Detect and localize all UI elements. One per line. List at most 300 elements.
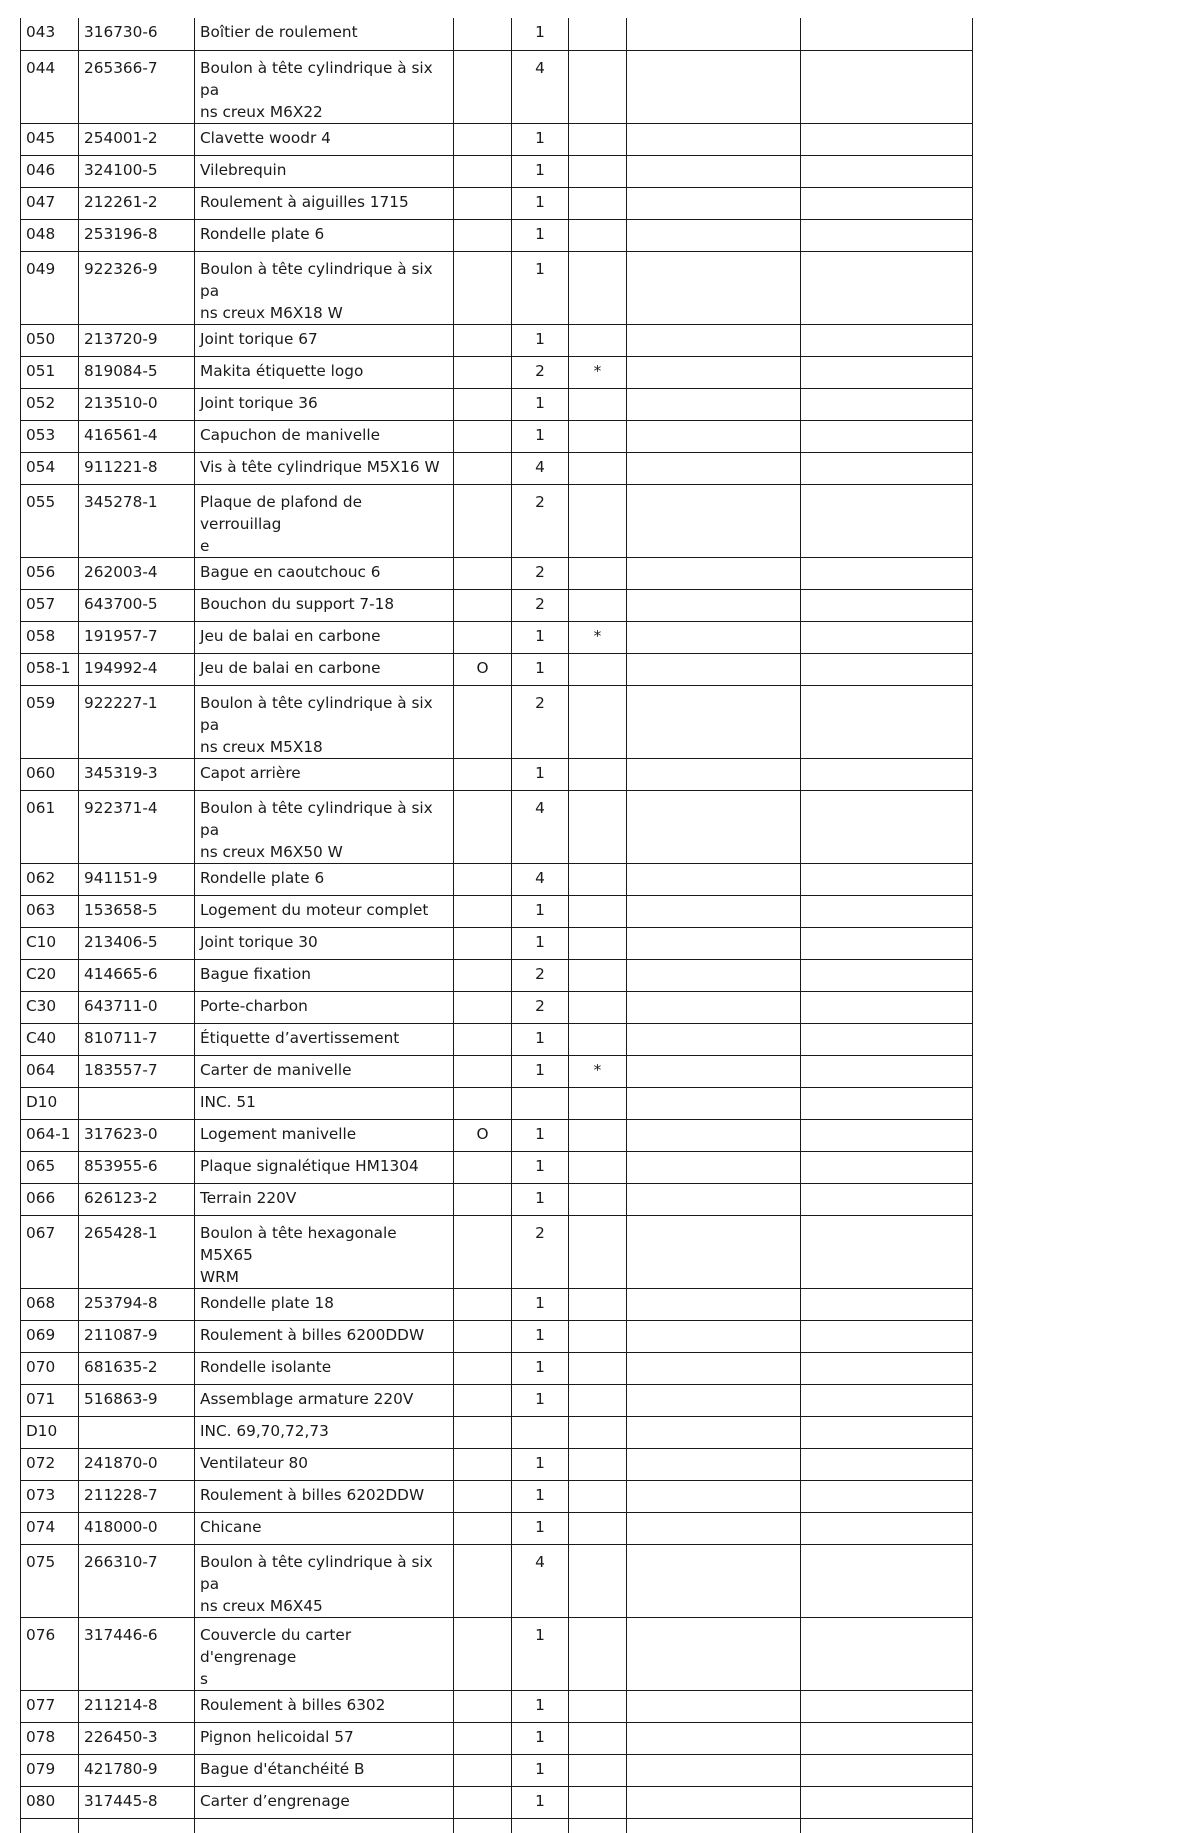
item-number-cell: 050: [21, 324, 79, 356]
note-mark-cell: [569, 452, 627, 484]
blank-cell: [801, 219, 973, 251]
item-number-cell: 047: [21, 187, 79, 219]
part-number-cell: 266310-7: [79, 1544, 195, 1617]
note-mark-cell: [569, 187, 627, 219]
blank-cell: [801, 1416, 973, 1448]
note-mark-cell: [569, 388, 627, 420]
part-number-cell: 213720-9: [79, 324, 195, 356]
description-cell: Bouchon du support 7-18: [195, 589, 454, 621]
item-number-cell: C40: [21, 1023, 79, 1055]
blank-cell: [801, 1480, 973, 1512]
blank-cell: [454, 1818, 512, 1833]
blank-cell: [627, 1690, 801, 1722]
part-number-cell: 253196-8: [79, 219, 195, 251]
blank-cell: [801, 251, 973, 324]
description-cell: Boulon à tête cylindrique à six pa ns creux M6X50 W: [195, 790, 454, 863]
description-cell: Boulon à tête cylindrique à six pa ns creux M5X18: [195, 685, 454, 758]
blank-cell: [801, 927, 973, 959]
option-cell: [454, 1512, 512, 1544]
option-cell: [454, 991, 512, 1023]
option-cell: [454, 1690, 512, 1722]
table-row: [21, 1183, 973, 1215]
item-number-cell: 052: [21, 388, 79, 420]
description-cell: Étiquette d’avertissement: [195, 1023, 454, 1055]
blank-cell: [801, 1151, 973, 1183]
note-mark-cell: [569, 589, 627, 621]
item-number-cell: 078: [21, 1722, 79, 1754]
quantity-cell: 2: [512, 484, 569, 557]
note-mark-cell: [569, 1448, 627, 1480]
table-row: [21, 895, 973, 927]
part-number-cell: [79, 1416, 195, 1448]
quantity-cell: 4: [512, 1544, 569, 1617]
option-cell: [454, 1786, 512, 1818]
quantity-cell: 2: [512, 1215, 569, 1288]
blank-cell: [801, 1119, 973, 1151]
option-cell: [454, 895, 512, 927]
quantity-cell: 2: [512, 356, 569, 388]
quantity-cell: 4: [512, 50, 569, 123]
quantity-cell: 2: [512, 991, 569, 1023]
quantity-cell: 1: [512, 1288, 569, 1320]
table-row: [21, 1023, 973, 1055]
part-number-cell: 226450-3: [79, 1722, 195, 1754]
table-row: [21, 1512, 973, 1544]
note-mark-cell: [569, 959, 627, 991]
table-row: [21, 959, 973, 991]
table-row: [21, 18, 973, 50]
option-cell: [454, 1087, 512, 1119]
option-cell: [454, 621, 512, 653]
option-cell: [454, 324, 512, 356]
blank-cell: [801, 1786, 973, 1818]
note-mark-cell: *: [569, 356, 627, 388]
quantity-cell: 1: [512, 388, 569, 420]
blank-cell: [801, 356, 973, 388]
blank-cell: [627, 356, 801, 388]
description-cell: Joint torique 30: [195, 927, 454, 959]
note-mark-cell: [569, 251, 627, 324]
quantity-cell: 1: [512, 1151, 569, 1183]
item-number-cell: 074: [21, 1512, 79, 1544]
item-number-cell: 072: [21, 1448, 79, 1480]
option-cell: [454, 420, 512, 452]
blank-cell: [801, 484, 973, 557]
quantity-cell: 1: [512, 18, 569, 50]
description-cell: Bague fixation: [195, 959, 454, 991]
note-mark-cell: [569, 1384, 627, 1416]
item-number-cell: 067: [21, 1215, 79, 1288]
blank-cell: [801, 1384, 973, 1416]
item-number-cell: 045: [21, 123, 79, 155]
note-mark-cell: [569, 123, 627, 155]
blank-cell: [627, 1055, 801, 1087]
blank-cell: [801, 1055, 973, 1087]
part-number-cell: 681635-2: [79, 1352, 195, 1384]
item-number-cell: 064-1: [21, 1119, 79, 1151]
part-number-cell: 317446-6: [79, 1617, 195, 1690]
description-cell: Chicane: [195, 1512, 454, 1544]
quantity-cell: 2: [512, 589, 569, 621]
part-number-cell: 211228-7: [79, 1480, 195, 1512]
note-mark-cell: [569, 1512, 627, 1544]
description-cell: Bague d'étanchéité B: [195, 1754, 454, 1786]
option-cell: [454, 1754, 512, 1786]
item-number-cell: 079: [21, 1754, 79, 1786]
blank-cell: [801, 123, 973, 155]
item-number-cell: 061: [21, 790, 79, 863]
part-number-cell: 418000-0: [79, 1512, 195, 1544]
description-cell: Joint torique 67: [195, 324, 454, 356]
note-mark-cell: [569, 420, 627, 452]
table-row: [21, 557, 973, 589]
blank-cell: [801, 452, 973, 484]
table-row: [21, 1448, 973, 1480]
part-number-cell: 643711-0: [79, 991, 195, 1023]
quantity-cell: 4: [512, 790, 569, 863]
blank-cell: [801, 991, 973, 1023]
item-number-cell: 043: [21, 18, 79, 50]
blank-cell: [627, 1416, 801, 1448]
blank-cell: [801, 324, 973, 356]
description-cell: Boulon à tête cylindrique à six pa ns creux M6X18 W: [195, 251, 454, 324]
description-cell: Terrain 220V: [195, 1183, 454, 1215]
blank-cell: [627, 1384, 801, 1416]
part-number-cell: 345278-1: [79, 484, 195, 557]
option-cell: [454, 927, 512, 959]
option-cell: [454, 1023, 512, 1055]
table-row: [21, 621, 973, 653]
blank-cell: [627, 388, 801, 420]
option-cell: [454, 1722, 512, 1754]
item-number-cell: 070: [21, 1352, 79, 1384]
description-cell: INC. 51: [195, 1087, 454, 1119]
description-cell: Pignon helicoidal 57: [195, 1722, 454, 1754]
part-number-cell: 416561-4: [79, 420, 195, 452]
blank-cell: [627, 557, 801, 589]
table-row: [21, 484, 973, 557]
quantity-cell: 1: [512, 1320, 569, 1352]
blank-cell: [627, 18, 801, 50]
description-cell: Jeu de balai en carbone: [195, 653, 454, 685]
option-cell: [454, 685, 512, 758]
table-row: [21, 1352, 973, 1384]
part-number-cell: 922227-1: [79, 685, 195, 758]
quantity-cell: 1: [512, 1512, 569, 1544]
item-number-cell: 065: [21, 1151, 79, 1183]
blank-cell: [801, 1512, 973, 1544]
item-number-cell: 058-1: [21, 653, 79, 685]
item-number-cell: 051: [21, 356, 79, 388]
part-number-cell: 626123-2: [79, 1183, 195, 1215]
note-mark-cell: [569, 1544, 627, 1617]
blank-cell: [801, 1818, 973, 1833]
blank-cell: [801, 1544, 973, 1617]
table-row: [21, 187, 973, 219]
blank-cell: [627, 1119, 801, 1151]
blank-cell: [801, 1617, 973, 1690]
blank-cell: [627, 1448, 801, 1480]
description-cell: Ventilateur 80: [195, 1448, 454, 1480]
description-cell: Plaque de plafond de verrouillag e: [195, 484, 454, 557]
quantity-cell: 1: [512, 1786, 569, 1818]
option-cell: [454, 790, 512, 863]
quantity-cell: 2: [512, 959, 569, 991]
part-number-cell: 265366-7: [79, 50, 195, 123]
quantity-cell: 1: [512, 155, 569, 187]
part-number-cell: 213406-5: [79, 927, 195, 959]
description-cell: Capuchon de manivelle: [195, 420, 454, 452]
part-number-cell: 810711-7: [79, 1023, 195, 1055]
blank-cell: [627, 187, 801, 219]
quantity-cell: 1: [512, 1183, 569, 1215]
part-number-cell: 262003-4: [79, 557, 195, 589]
blank-cell: [801, 1183, 973, 1215]
option-cell: [454, 452, 512, 484]
part-number-cell: 212261-2: [79, 187, 195, 219]
item-number-cell: 044: [21, 50, 79, 123]
note-mark-cell: [569, 1215, 627, 1288]
part-number-cell: 191957-7: [79, 621, 195, 653]
note-mark-cell: [569, 219, 627, 251]
table-row: [21, 1055, 973, 1087]
table-row: [21, 758, 973, 790]
table-row: [21, 452, 973, 484]
description-cell: Vis à tête cylindrique M5X16 W: [195, 452, 454, 484]
part-number-cell: 819084-5: [79, 356, 195, 388]
description-cell: Roulement à aiguilles 1715: [195, 187, 454, 219]
part-number-cell: 253794-8: [79, 1288, 195, 1320]
table-row: [21, 155, 973, 187]
blank-cell: [627, 991, 801, 1023]
table-row: [21, 1690, 973, 1722]
quantity-cell: 1: [512, 1384, 569, 1416]
table-row: [21, 863, 973, 895]
item-number-cell: 073: [21, 1480, 79, 1512]
description-cell: Boîtier de roulement: [195, 18, 454, 50]
table-row: [21, 1119, 973, 1151]
part-number-cell: [79, 1087, 195, 1119]
quantity-cell: 1: [512, 1617, 569, 1690]
note-mark-cell: [569, 1352, 627, 1384]
item-number-cell: 049: [21, 251, 79, 324]
part-number-cell: 324100-5: [79, 155, 195, 187]
option-cell: [454, 1384, 512, 1416]
blank-cell: [627, 1544, 801, 1617]
blank-cell: [801, 557, 973, 589]
blank-cell: [801, 187, 973, 219]
quantity-cell: 1: [512, 1119, 569, 1151]
option-cell: [454, 1320, 512, 1352]
item-number-cell: 057: [21, 589, 79, 621]
blank-cell: [627, 324, 801, 356]
table-row: [21, 1480, 973, 1512]
blank-cell: [627, 1480, 801, 1512]
blank-cell: [801, 388, 973, 420]
note-mark-cell: [569, 1151, 627, 1183]
option-cell: [454, 18, 512, 50]
table-row: [21, 685, 973, 758]
blank-cell: [801, 758, 973, 790]
blank-cell: [627, 621, 801, 653]
description-cell: Jeu de balai en carbone: [195, 621, 454, 653]
blank-cell: [627, 1320, 801, 1352]
item-number-cell: 064: [21, 1055, 79, 1087]
option-cell: [454, 1288, 512, 1320]
table-row: [21, 356, 973, 388]
blank-cell: [627, 589, 801, 621]
blank-cell: [627, 251, 801, 324]
item-number-cell: C30: [21, 991, 79, 1023]
part-number-cell: 421780-9: [79, 1754, 195, 1786]
quantity-cell: 1: [512, 420, 569, 452]
quantity-cell: 1: [512, 1480, 569, 1512]
part-number-cell: 241870-0: [79, 1448, 195, 1480]
part-number-cell: 183557-7: [79, 1055, 195, 1087]
part-number-cell: 414665-6: [79, 959, 195, 991]
part-number-cell: 153658-5: [79, 895, 195, 927]
note-mark-cell: [569, 1087, 627, 1119]
item-number-cell: 059: [21, 685, 79, 758]
table-row: [21, 1087, 973, 1119]
blank-cell: [627, 1617, 801, 1690]
quantity-cell: 4: [512, 863, 569, 895]
table-row: [21, 324, 973, 356]
note-mark-cell: [569, 557, 627, 589]
quantity-cell: [512, 1087, 569, 1119]
table-row: [21, 123, 973, 155]
item-number-cell: 066: [21, 1183, 79, 1215]
quantity-cell: 1: [512, 927, 569, 959]
item-number-cell: 063: [21, 895, 79, 927]
option-cell: O: [454, 653, 512, 685]
blank-cell: [195, 1818, 454, 1833]
description-cell: Assemblage armature 220V: [195, 1384, 454, 1416]
item-number-cell: 077: [21, 1690, 79, 1722]
blank-cell: [627, 863, 801, 895]
item-number-cell: 053: [21, 420, 79, 452]
description-cell: Boulon à tête hexagonale M5X65 WRM: [195, 1215, 454, 1288]
blank-cell: [627, 1087, 801, 1119]
part-number-cell: 316730-6: [79, 18, 195, 50]
part-number-cell: 516863-9: [79, 1384, 195, 1416]
table-row: [21, 1544, 973, 1617]
blank-cell: [627, 1818, 801, 1833]
item-number-cell: 056: [21, 557, 79, 589]
part-number-cell: 911221-8: [79, 452, 195, 484]
table-row: [21, 1617, 973, 1690]
item-number-cell: 054: [21, 452, 79, 484]
part-number-cell: 254001-2: [79, 123, 195, 155]
description-cell: Vilebrequin: [195, 155, 454, 187]
description-cell: Roulement à billes 6200DDW: [195, 1320, 454, 1352]
note-mark-cell: *: [569, 1055, 627, 1087]
blank-cell: [21, 1818, 79, 1833]
part-number-cell: 211214-8: [79, 1690, 195, 1722]
table-row: [21, 219, 973, 251]
part-number-cell: 922326-9: [79, 251, 195, 324]
option-cell: [454, 1448, 512, 1480]
parts-list-table: [20, 18, 973, 1833]
quantity-cell: 1: [512, 187, 569, 219]
note-mark-cell: [569, 758, 627, 790]
description-cell: Rondelle isolante: [195, 1352, 454, 1384]
option-cell: [454, 1480, 512, 1512]
quantity-cell: 1: [512, 1023, 569, 1055]
option-cell: [454, 1352, 512, 1384]
blank-cell: [801, 1320, 973, 1352]
blank-cell: [801, 959, 973, 991]
option-cell: [454, 251, 512, 324]
quantity-cell: 1: [512, 621, 569, 653]
item-number-cell: 068: [21, 1288, 79, 1320]
quantity-cell: 4: [512, 452, 569, 484]
blank-cell: [801, 18, 973, 50]
description-cell: Logement manivelle: [195, 1119, 454, 1151]
table-row: [21, 1722, 973, 1754]
description-cell: Rondelle plate 6: [195, 863, 454, 895]
option-cell: [454, 155, 512, 187]
table-row: [21, 927, 973, 959]
part-number-cell: 213510-0: [79, 388, 195, 420]
blank-cell: [801, 589, 973, 621]
blank-cell: [627, 758, 801, 790]
blank-cell: [801, 1448, 973, 1480]
table-row: [21, 589, 973, 621]
blank-cell: [627, 1151, 801, 1183]
note-mark-cell: [569, 50, 627, 123]
note-mark-cell: [569, 1288, 627, 1320]
blank-cell: [627, 1512, 801, 1544]
blank-cell: [801, 790, 973, 863]
blank-cell: [801, 1690, 973, 1722]
blank-cell: [627, 420, 801, 452]
quantity-cell: 1: [512, 251, 569, 324]
part-number-cell: 853955-6: [79, 1151, 195, 1183]
quantity-cell: 1: [512, 123, 569, 155]
item-number-cell: 076: [21, 1617, 79, 1690]
item-number-cell: 062: [21, 863, 79, 895]
part-number-cell: 317623-0: [79, 1119, 195, 1151]
item-number-cell: D10: [21, 1416, 79, 1448]
note-mark-cell: [569, 1786, 627, 1818]
blank-cell: [801, 863, 973, 895]
blank-cell: [569, 1818, 627, 1833]
description-cell: Rondelle plate 6: [195, 219, 454, 251]
part-number-cell: 265428-1: [79, 1215, 195, 1288]
note-mark-cell: [569, 484, 627, 557]
blank-cell: [627, 1023, 801, 1055]
blank-cell: [801, 155, 973, 187]
description-cell: Roulement à billes 6302: [195, 1690, 454, 1722]
blank-cell: [801, 621, 973, 653]
quantity-cell: 1: [512, 1754, 569, 1786]
blank-cell: [627, 653, 801, 685]
note-mark-cell: [569, 1119, 627, 1151]
note-mark-cell: [569, 18, 627, 50]
blank-cell: [801, 1754, 973, 1786]
table-row: [21, 1754, 973, 1786]
note-mark-cell: [569, 1416, 627, 1448]
option-cell: [454, 589, 512, 621]
option-cell: [454, 50, 512, 123]
option-cell: [454, 959, 512, 991]
note-mark-cell: [569, 863, 627, 895]
quantity-cell: 1: [512, 219, 569, 251]
option-cell: [454, 758, 512, 790]
table-row: [21, 653, 973, 685]
note-mark-cell: [569, 927, 627, 959]
